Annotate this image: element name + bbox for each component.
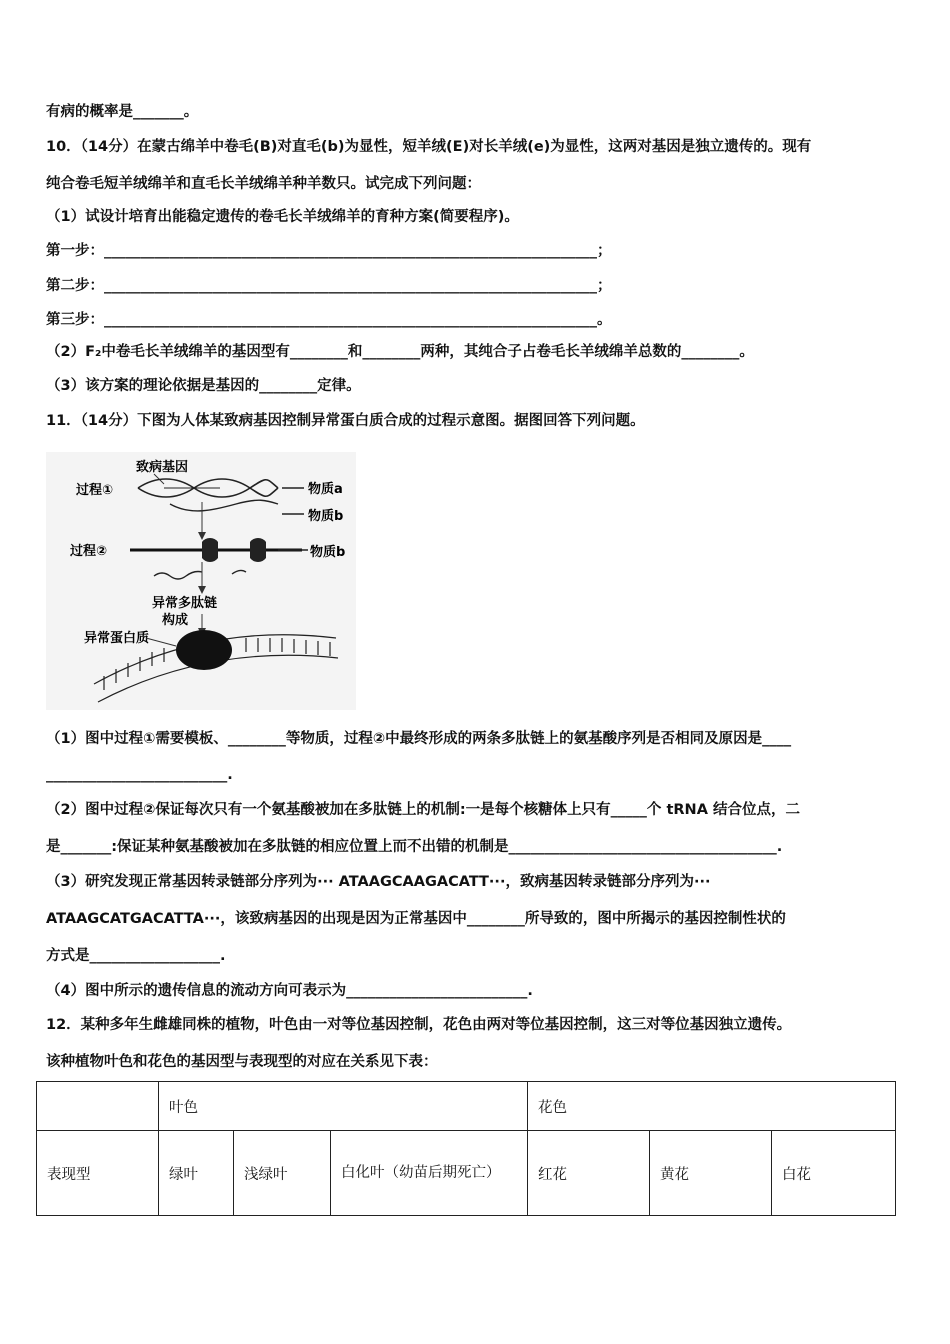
text-line: （1）图中过程①需要模板、________等物质，过程②中最终形成的两条多肽链上的氨基酸序列是否相同及原因是____: [46, 731, 792, 747]
text-line: （3）研究发现正常基因转录链部分序列为··· ATAAGCAAGACATT···，致病基因转录链部分序列为···: [46, 874, 711, 890]
polypeptide-label: 异常多肽链: [152, 596, 218, 611]
text-line: 有病的概率是_______。: [46, 104, 199, 120]
table-cell: 白花: [772, 1131, 896, 1216]
question-11-line: 11．（14分）下图为人体某致病基因控制异常蛋白质合成的过程示意图。据图回答下列问题。: [46, 413, 645, 429]
protein-label: 异常蛋白质: [84, 631, 150, 646]
substance-b-label-2: 物质b: [310, 545, 346, 560]
text-line: （4）图中所示的遗传信息的流动方向可表示为_________________________.: [46, 983, 533, 999]
step-3-line: 第三步：____________________________________________________________________。: [46, 312, 612, 328]
text-line: （3）该方案的理论依据是基因的________定律。: [46, 378, 361, 394]
step-2-line: 第二步：____________________________________________________________________；: [46, 278, 612, 294]
table-cell: 黄花: [650, 1131, 772, 1216]
text-line: （1）试设计培育出能稳定遗传的卷毛长羊绒绵羊的育种方案(简要程序)。: [46, 209, 519, 225]
table-row-label: 表现型: [37, 1131, 159, 1216]
text-line: 方式是__________________.: [46, 948, 226, 964]
text-line: ATAAGCATGACATTA···，该致病基因的出现是因为正常基因中________所导致的，图中所揭示的基因控制性状的: [46, 911, 786, 927]
substance-a-label: 物质a: [308, 482, 343, 497]
question-10-line: 10．（14分）在蒙古绵羊中卷毛(B)对直毛(b)为显性，短羊绒(E)对长羊绒(e)为显性，这两对基因是独立遗传的。现有: [46, 139, 812, 155]
substance-b-label: 物质b: [308, 509, 344, 524]
process-2-label: 过程②: [70, 544, 108, 559]
genotype-phenotype-table: [36, 1081, 896, 1216]
ribosome-shape: [250, 538, 266, 562]
table-cell: 白化叶（幼苗后期死亡）: [331, 1131, 528, 1216]
table-header-cell: 花色: [528, 1082, 896, 1131]
abnormal-protein-shape: [176, 630, 232, 670]
table-header-cell: 叶色: [159, 1082, 528, 1131]
step-1-line: 第一步：____________________________________________________________________；: [46, 243, 612, 259]
table-header-cell: [37, 1082, 159, 1131]
ribosome-shape: [202, 538, 218, 562]
constitute-label: 构成: [162, 613, 189, 628]
gene-expression-figure: [46, 452, 356, 710]
table-cell: 绿叶: [159, 1131, 234, 1216]
table-cell: 浅绿叶: [234, 1131, 331, 1216]
text-line: 该种植物叶色和花色的基因型与表现型的对应在关系见下表：: [46, 1054, 438, 1070]
question-12-line: 12．某种多年生雌雄同株的植物，叶色由一对等位基因控制，花色由两对等位基因控制，这三对等位基因独立遗传。: [46, 1017, 792, 1033]
text-line: 纯合卷毛短羊绒绵羊和直毛长羊绒绵羊种羊数只。试完成下列问题：: [46, 176, 481, 192]
text-line: 是_______:保证某种氨基酸被加在多肽链的相应位置上而不出错的机制是_____________________________________.: [46, 839, 783, 855]
text-line: _________________________.: [46, 767, 233, 783]
text-line: （2）F₂中卷毛长羊绒绵羊的基因型有________和________两种，其纯合子占卷毛长羊绒绵羊总数的________。: [46, 344, 754, 360]
text-line: （2）图中过程②保证每次只有一个氨基酸被加在多肽链上的机制:一是每个核糖体上只有_____个 tRNA 结合位点，二: [46, 802, 800, 818]
table-cell: 红花: [528, 1131, 650, 1216]
process-1-label: 过程①: [76, 483, 114, 498]
gene-label: 致病基因: [136, 460, 189, 475]
